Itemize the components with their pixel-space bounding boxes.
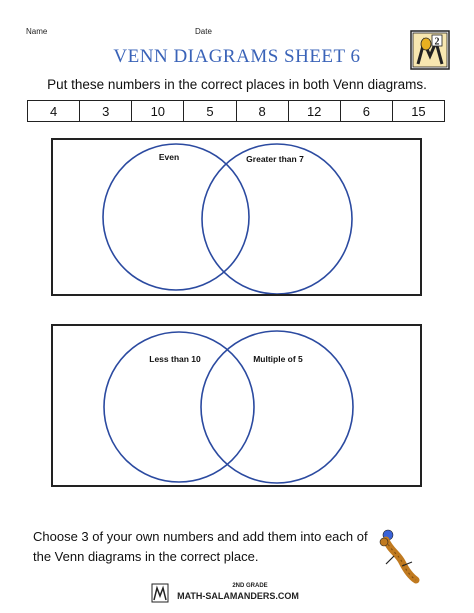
venn-circles-2 (53, 326, 420, 485)
number-cell: 6 (341, 101, 393, 121)
circle-greater-than-7 (202, 144, 352, 294)
venn-diagram-1 (51, 138, 422, 296)
page-title: VENN DIAGRAMS SHEET 6 (113, 46, 361, 67)
number-cell: 12 (289, 101, 341, 121)
label-less-than-10: Less than 10 (149, 354, 201, 364)
number-cell: 4 (28, 101, 80, 121)
circle-even (103, 144, 249, 290)
number-strip (27, 100, 445, 122)
number-cell: 10 (132, 101, 184, 121)
label-greater-than-7: Greater than 7 (246, 154, 304, 164)
name-label: Name (26, 27, 48, 36)
label-multiple-of-5: Multiple of 5 (253, 354, 303, 364)
number-cell: 8 (237, 101, 289, 121)
svg-text:2: 2 (434, 36, 440, 48)
date-label: Date (195, 27, 212, 36)
number-cell: 15 (411, 103, 426, 119)
label-even: Even (158, 152, 180, 162)
venn-circles-1 (53, 140, 420, 294)
number-cell: 3 (80, 101, 132, 121)
brand-grade: 2ND GRADE (232, 583, 268, 589)
salamander-character-icon (372, 528, 422, 584)
venn-diagram-2 (51, 324, 422, 487)
footer-brand-logo (150, 578, 310, 606)
brand-name: MATH-SALAMANDERS.COM (177, 591, 299, 601)
number-cell: 5 (184, 101, 236, 121)
instructions: Put these numbers in the correct places in both Venn diagrams. (47, 77, 427, 92)
bottom-instructions: Choose 3 of your own numbers and add them into each of the Venn diagrams in the correct place. (33, 529, 368, 564)
